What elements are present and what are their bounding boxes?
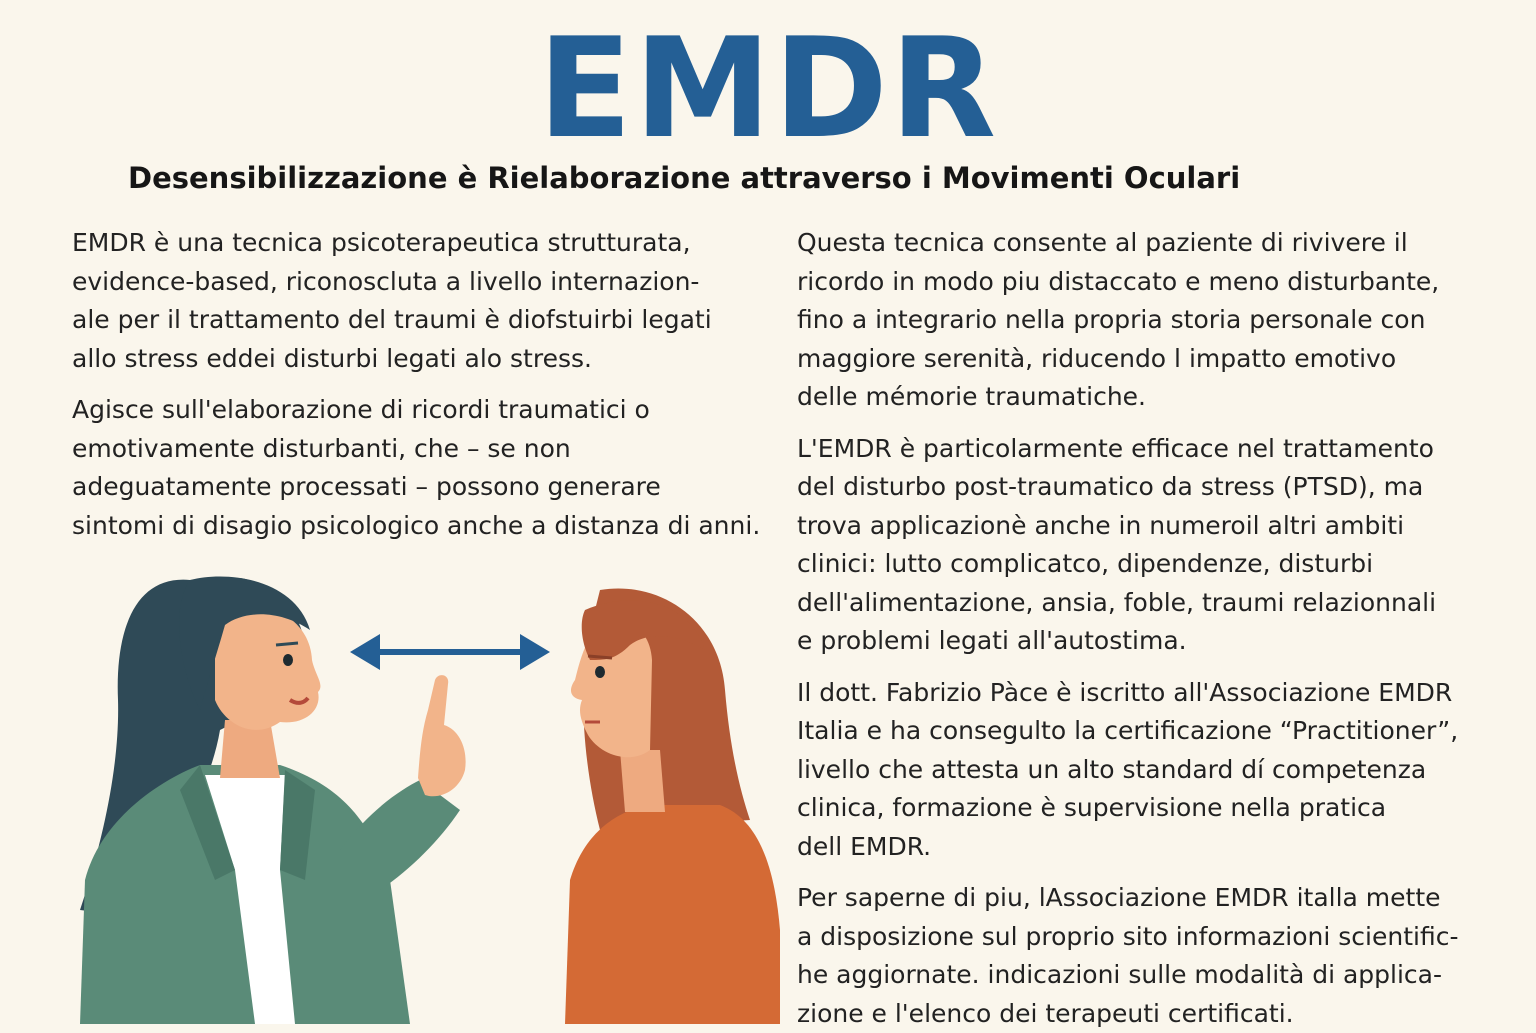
- left-paragraph-1: [72, 224, 792, 378]
- left-column: [72, 224, 792, 545]
- text-line: ricordo in modo piu distaccato e meno disturbante,: [797, 263, 1517, 302]
- patient-figure: [565, 588, 780, 1024]
- text-line: zione e l'elenco dei terapeuti certificati.: [797, 995, 1517, 1033]
- text-line: maggiore serenità, riducendo l impatto emotivo: [797, 340, 1517, 379]
- text-line: dell EMDR.: [797, 828, 1517, 867]
- text-line: clinica, formazione è supervisione nella pratica: [797, 789, 1517, 828]
- text-line: clinici: lutto complicatco, dipendenze, disturbi: [797, 545, 1517, 584]
- text-line: dell'alimentazione, ansia, foble, traumi relazionnali: [797, 584, 1517, 623]
- double-arrow-icon: [350, 634, 550, 670]
- right-paragraph-2: [797, 430, 1517, 661]
- text-line: trova applicazionè anche in numeroil altri ambiti: [797, 507, 1517, 546]
- text-line: allo stress eddei disturbi legati alo stress.: [72, 340, 792, 379]
- right-paragraph-3: [797, 674, 1517, 867]
- therapist-figure: [80, 577, 466, 1024]
- left-paragraph-2: [72, 391, 792, 545]
- text-line: a disposizione sul proprio sito informazioni scientific-: [797, 918, 1517, 957]
- page-subtitle: Desensibilizzazione è Rielaborazione attraverso i Movimenti Oculari: [128, 158, 1428, 198]
- text-line: Per saperne di piu, lAssociazione EMDR italla mette: [797, 879, 1517, 918]
- page-title: EMDR: [0, 14, 1536, 164]
- text-line: EMDR è una tecnica psicoterapeutica strutturata,: [72, 224, 792, 263]
- right-column: [797, 224, 1517, 1033]
- text-line: fino a integrario nella propria storia personale con: [797, 301, 1517, 340]
- text-line: sintomi di disagio psicologico anche a distanza di anni.: [72, 507, 792, 546]
- text-line: Il dott. Fabrizio Pàce è iscritto all'Associazione EMDR: [797, 674, 1517, 713]
- text-line: emotivamente disturbanti, che – se non: [72, 430, 792, 469]
- therapy-illustration: [40, 550, 800, 1024]
- text-line: Agisce sull'elaborazione di ricordi traumatici o: [72, 391, 792, 430]
- text-line: Questa tecnica consente al paziente di rivivere il: [797, 224, 1517, 263]
- text-line: L'EMDR è particolarmente efficace nel trattamento: [797, 430, 1517, 469]
- text-line: adeguatamente processati – possono generare: [72, 468, 792, 507]
- right-paragraph-4: [797, 879, 1517, 1033]
- text-line: e problemi legati all'autostima.: [797, 622, 1517, 661]
- text-line: Italia e ha consegulto la certificazione “Practitioner”,: [797, 712, 1517, 751]
- text-line: he aggiornate. indicazioni sulle modalità di applica-: [797, 956, 1517, 995]
- text-line: ale per il trattamento del traumi è diofstuirbi legati: [72, 301, 792, 340]
- right-paragraph-1: [797, 224, 1517, 417]
- text-line: del disturbo post-traumatico da stress (PTSD), ma: [797, 468, 1517, 507]
- text-line: livello che attesta un alto standard dí competenza: [797, 751, 1517, 790]
- text-line: evidence-based, riconoscluta a livello internazion-: [72, 263, 792, 302]
- text-line: delle mémorie traumatiche.: [797, 378, 1517, 417]
